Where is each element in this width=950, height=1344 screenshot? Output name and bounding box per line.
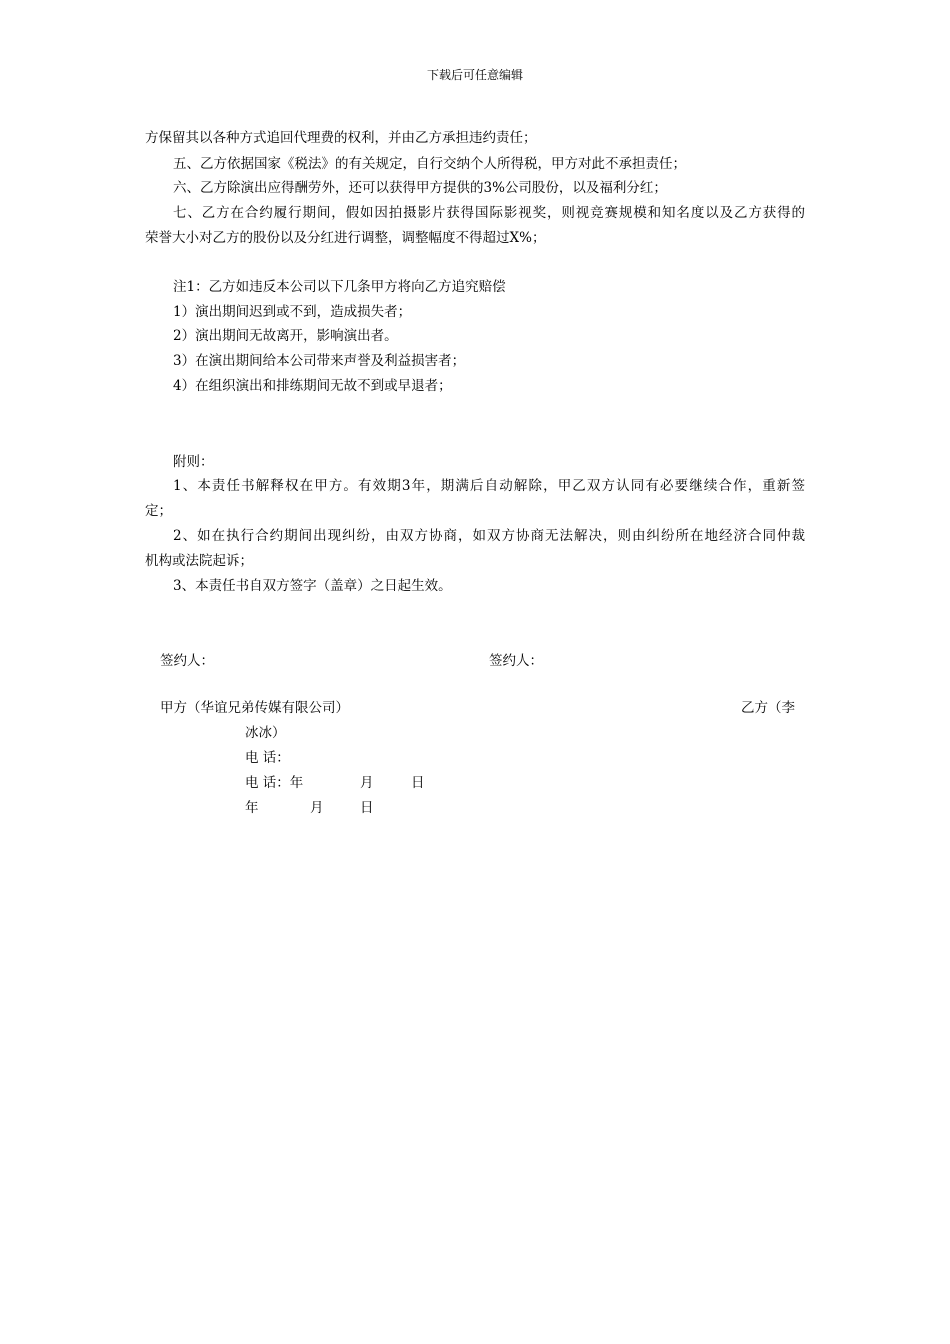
- party-b-name-line-2: 冰冰）: [245, 725, 286, 741]
- phone-label-2: 电 话：年: [245, 775, 304, 791]
- appendix-rule-3: 3、本责任书自双方签字（盖章）之日起生效。: [173, 578, 452, 594]
- clause-continuation: 方保留其以各种方式追回代理费的权利，并由乙方承担违约责任；: [145, 130, 537, 146]
- date-year-2: 年: [245, 800, 259, 816]
- note-item: 2）演出期间无故离开，影响演出者。: [173, 328, 398, 344]
- page-header: 下载后可任意编辑: [426, 68, 523, 82]
- party-b-name-line-1: 乙方（李: [741, 700, 795, 716]
- clause-seven-line-1: 七、乙方在合约履行期间，假如因拍摄影片获得国际影视奖，则视竞赛规模和知名度以及乙方获得的: [173, 205, 805, 221]
- clause-five: 五、乙方依据国家《税法》的有关规定，自行交纳个人所得税，甲方对此不承担责任；: [173, 156, 686, 172]
- appendix-rule-1-line-1: 1、本责任书解释权在甲方。有效期3年，期满后自动解除，甲乙双方认同有必要继续合作，重新签: [173, 478, 805, 494]
- date-day-1: 日: [411, 775, 425, 791]
- phone-label-1: 电 话：: [245, 750, 290, 766]
- clause-six: 六、乙方除演出应得酬劳外，还可以获得甲方提供的3%公司股份，以及福利分红；: [173, 180, 667, 196]
- appendix-rule-1-line-2: 定；: [145, 503, 172, 519]
- note-item: 1）演出期间迟到或不到，造成损失者；: [173, 304, 412, 320]
- signer-label-left: 签约人：: [160, 653, 214, 669]
- date-month-1: 月: [360, 775, 374, 791]
- appendix-title: 附则：: [173, 454, 214, 470]
- appendix-rule-2-line-2: 机构或法院起诉；: [145, 553, 253, 569]
- clause-seven-line-2: 荣誉大小对乙方的股份以及分红进行调整，调整幅度不得超过X%；: [145, 230, 546, 246]
- appendix-rule-2-line-1: 2、如在执行合约期间出现纠纷，由双方协商，如双方协商无法解决，则由纠纷所在地经济合同仲裁: [173, 528, 805, 544]
- note-title: 注1：乙方如违反本公司以下几条甲方将向乙方追究赔偿: [173, 279, 506, 295]
- date-day-2: 日: [360, 800, 374, 816]
- note-item: 4）在组织演出和排练期间无故不到或早退者；: [173, 378, 452, 394]
- date-month-2: 月: [310, 800, 324, 816]
- note-item: 3）在演出期间给本公司带来声誉及利益损害者；: [173, 353, 466, 369]
- signer-label-right: 签约人：: [489, 653, 543, 669]
- party-a-name: 甲方（华谊兄弟传媒有限公司）: [160, 700, 349, 716]
